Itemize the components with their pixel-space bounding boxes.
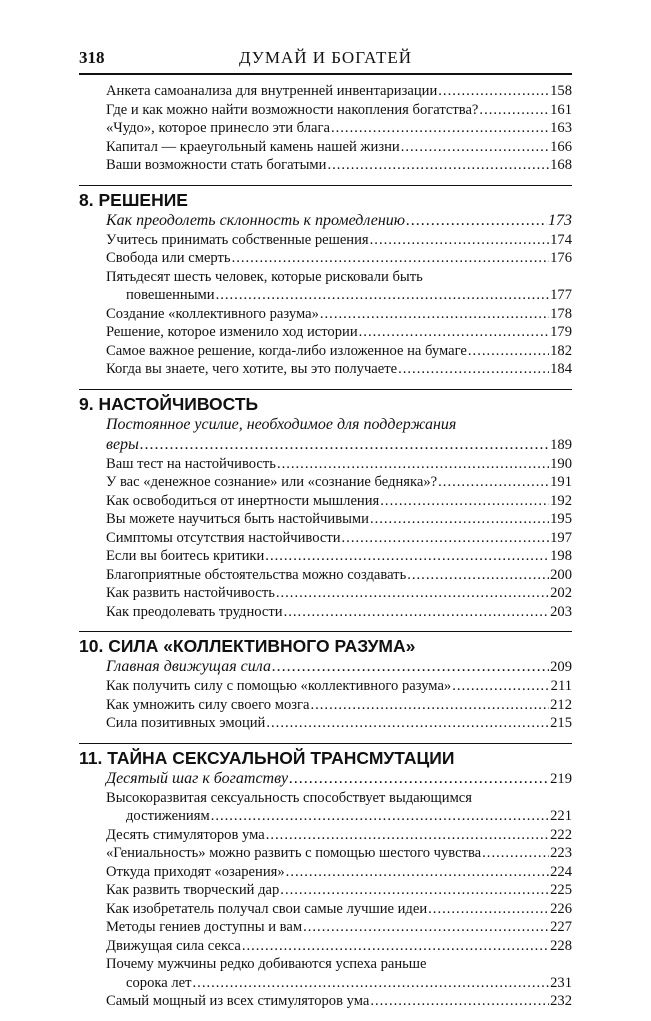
dot-leader bbox=[276, 584, 549, 603]
toc-entry-title: Как развить настойчивость bbox=[106, 585, 275, 601]
chapter-subtitle[interactable] bbox=[106, 415, 572, 455]
toc-entry-title: Когда вы знаете, чего хотите, вы это получаете bbox=[106, 361, 398, 377]
toc-entry-title: Где и как можно найти возможности накопления богатства? bbox=[106, 101, 479, 118]
toc-entry[interactable] bbox=[106, 918, 572, 937]
toc-entry[interactable] bbox=[106, 455, 572, 474]
page-number: 318 bbox=[79, 48, 105, 67]
toc-entry[interactable] bbox=[106, 566, 572, 585]
toc-entry-title: Если вы боитесь критики bbox=[106, 548, 265, 564]
toc-entry-page: 182 bbox=[550, 342, 572, 359]
toc-entry-page: 225 bbox=[550, 882, 572, 898]
toc-entry[interactable] bbox=[106, 789, 572, 826]
toc-entry-page: 179 bbox=[550, 324, 572, 340]
dot-leader bbox=[266, 714, 549, 733]
toc-entry[interactable] bbox=[106, 82, 572, 101]
toc-entry[interactable] bbox=[106, 900, 572, 919]
toc-entry-title: Капитал — краеугольный камень нашей жизни bbox=[106, 138, 400, 155]
toc-entry[interactable] bbox=[106, 603, 572, 622]
toc-entry-page: 184 bbox=[550, 361, 572, 377]
toc-entry-page: 163 bbox=[550, 120, 572, 136]
toc-entry-title: Главная движущая сила bbox=[106, 658, 271, 675]
chapter-number: 8. bbox=[79, 189, 94, 210]
dot-leader bbox=[320, 305, 549, 324]
dot-leader bbox=[398, 360, 549, 379]
toc-entry[interactable] bbox=[106, 955, 572, 992]
toc-entry-title-line1: Пятьдесят шесть человек, которые рисковали быть bbox=[106, 268, 423, 285]
dot-leader bbox=[289, 769, 549, 789]
toc-entry-page: 202 bbox=[550, 585, 572, 601]
dot-leader bbox=[193, 974, 550, 993]
dot-leader bbox=[280, 881, 549, 900]
toc-entry-title: Симптомы отсутствия настойчивости bbox=[106, 529, 341, 546]
toc-entry-title: Свобода или смерть bbox=[106, 250, 231, 266]
toc-entry-page: 173 bbox=[548, 211, 572, 229]
toc-entry[interactable] bbox=[106, 231, 572, 250]
dot-leader bbox=[380, 492, 549, 511]
toc-entry[interactable] bbox=[106, 714, 572, 733]
toc-entry-title: Как изобретатель получал свои самые лучшие идеи bbox=[106, 900, 428, 917]
dot-leader bbox=[370, 510, 549, 529]
toc-entry[interactable] bbox=[106, 268, 572, 305]
chapter-number: 10. bbox=[79, 636, 104, 656]
toc-entry-page: 224 bbox=[550, 863, 572, 880]
page-header bbox=[79, 45, 572, 75]
dot-leader bbox=[140, 435, 549, 455]
dot-leader bbox=[479, 101, 549, 120]
dot-leader bbox=[438, 473, 549, 492]
chapter-title: СИЛА «КОЛЛЕКТИВНОГО РАЗУМА» bbox=[108, 636, 416, 656]
toc-entry-title: Движущая сила секса bbox=[106, 937, 241, 954]
toc-entry-page: 223 bbox=[550, 845, 572, 861]
dot-leader bbox=[482, 844, 549, 863]
chapter-10 bbox=[79, 631, 572, 733]
dot-leader bbox=[428, 900, 549, 919]
toc-entry-page: 231 bbox=[550, 974, 572, 991]
intro-entries bbox=[79, 82, 572, 175]
toc-entry-page: 177 bbox=[550, 287, 572, 303]
running-title: ДУМАЙ И БОГАТЕЙ bbox=[238, 48, 412, 67]
toc-entry-page: 215 bbox=[550, 715, 572, 731]
dot-leader bbox=[284, 603, 550, 622]
toc-entry-title: Как преодолевать трудности bbox=[106, 603, 283, 620]
toc-entry-page: 212 bbox=[550, 696, 572, 713]
toc-entry-page: 161 bbox=[550, 101, 572, 118]
toc-entry[interactable] bbox=[106, 492, 572, 511]
toc-entry-title: «Гениальность» можно развить с помощью шестого чувства bbox=[106, 845, 482, 861]
chapter-8 bbox=[79, 185, 572, 379]
dot-leader bbox=[211, 807, 549, 826]
toc-entry-title: Создание «коллективного разума» bbox=[106, 305, 319, 322]
chapter-9 bbox=[79, 389, 572, 622]
toc-entry-page: 226 bbox=[550, 900, 572, 917]
chapter-heading[interactable] bbox=[79, 635, 572, 657]
toc-entry-page: 189 bbox=[550, 436, 572, 453]
chapter-heading[interactable] bbox=[79, 189, 572, 211]
chapter-11 bbox=[79, 743, 572, 1011]
dot-leader bbox=[331, 119, 549, 138]
toc-entry-title: Как получить силу с помощью «коллективного разума» bbox=[106, 678, 452, 694]
toc-entry-page: 197 bbox=[550, 529, 572, 546]
toc-entry-page: 209 bbox=[550, 659, 572, 675]
dot-leader bbox=[242, 937, 549, 956]
dot-leader bbox=[216, 286, 550, 305]
toc-entry-title: Как преодолеть склонность к промедлению bbox=[106, 211, 406, 229]
dot-leader bbox=[359, 323, 549, 342]
chapter-title: ТАЙНА СЕКСУАЛЬНОЙ ТРАНСМУТАЦИИ bbox=[107, 747, 455, 768]
toc-entry-title: Методы гениев доступны и вам bbox=[106, 919, 303, 935]
toc-entry[interactable] bbox=[106, 510, 572, 529]
chapter-subtitle[interactable] bbox=[106, 657, 572, 677]
dot-leader bbox=[438, 82, 549, 101]
toc-entry-page: 168 bbox=[550, 157, 572, 173]
dot-leader bbox=[370, 231, 549, 250]
toc-entry[interactable] bbox=[106, 863, 572, 882]
toc-entry[interactable] bbox=[106, 119, 572, 138]
toc-entry-title: повешенными bbox=[126, 287, 215, 303]
table-of-contents bbox=[79, 82, 572, 1021]
toc-entry[interactable] bbox=[106, 547, 572, 566]
toc-entry[interactable] bbox=[106, 826, 572, 845]
toc-entry-title: достижениям bbox=[126, 808, 210, 824]
toc-entry-title: Сила позитивных эмоций bbox=[106, 715, 266, 731]
toc-entry-page: 227 bbox=[550, 919, 572, 935]
dot-leader bbox=[468, 342, 549, 361]
toc-entry[interactable] bbox=[106, 992, 572, 1011]
chapter-subtitle[interactable] bbox=[106, 211, 572, 231]
dot-leader bbox=[401, 138, 549, 157]
dot-leader bbox=[327, 156, 549, 175]
toc-entry-title: Откуда приходят «озарения» bbox=[106, 863, 285, 880]
chapter-heading[interactable] bbox=[79, 393, 572, 415]
dot-leader bbox=[265, 547, 549, 566]
toc-entry-page: 178 bbox=[550, 305, 572, 322]
toc-entry-title: веры bbox=[106, 435, 139, 453]
dot-leader bbox=[407, 566, 549, 585]
toc-entry-page: 198 bbox=[550, 548, 572, 564]
toc-entry-page: 174 bbox=[550, 231, 572, 248]
toc-entry-title: Благоприятные обстоятельства можно создавать bbox=[106, 566, 407, 583]
toc-entry[interactable] bbox=[106, 844, 572, 863]
toc-entry-title-line1: Высокоразвитая сексуальность способствует выдающимся bbox=[106, 789, 472, 806]
dot-leader bbox=[266, 826, 549, 845]
toc-entry-page: 221 bbox=[550, 808, 572, 824]
chapter-heading[interactable] bbox=[79, 747, 572, 769]
toc-entry-page: 158 bbox=[550, 83, 572, 99]
chapter-subtitle[interactable] bbox=[106, 769, 572, 789]
chapter-number: 9. bbox=[79, 393, 94, 414]
toc-entry-page: 195 bbox=[550, 511, 572, 527]
toc-entry-page: 200 bbox=[550, 566, 572, 583]
toc-entry-page: 190 bbox=[550, 455, 572, 472]
dot-leader bbox=[303, 918, 549, 937]
toc-entry-title: «Чудо», которое принесло эти блага bbox=[106, 120, 330, 136]
toc-entry[interactable] bbox=[106, 937, 572, 956]
dot-leader bbox=[232, 249, 550, 268]
dot-leader bbox=[406, 211, 547, 231]
toc-entry[interactable] bbox=[106, 342, 572, 361]
chapter-title: РЕШЕНИЕ bbox=[98, 189, 188, 210]
toc-entry-page: 176 bbox=[550, 250, 572, 266]
toc-entry-title: Как освободиться от инертности мышления bbox=[106, 492, 380, 509]
dot-leader bbox=[342, 529, 550, 548]
toc-entry-page: 232 bbox=[550, 993, 572, 1009]
toc-entry-title: Как умножить силу своего мозга bbox=[106, 696, 310, 713]
toc-entry-page: 191 bbox=[550, 474, 572, 490]
toc-entry[interactable] bbox=[106, 305, 572, 324]
toc-entry[interactable] bbox=[106, 323, 572, 342]
dot-leader bbox=[452, 677, 549, 696]
toc-entry[interactable] bbox=[106, 156, 572, 175]
toc-entry[interactable] bbox=[106, 881, 572, 900]
toc-entry[interactable] bbox=[106, 138, 572, 157]
toc-entry[interactable] bbox=[106, 249, 572, 268]
toc-entry-title: Самое важное решение, когда-либо изложенное на бумаге bbox=[106, 342, 467, 359]
dot-leader bbox=[277, 455, 549, 474]
toc-entry-title: Учитесь принимать собственные решения bbox=[106, 231, 369, 248]
toc-entry-title: Вы можете научиться быть настойчивыми bbox=[106, 511, 369, 527]
toc-entry[interactable] bbox=[106, 584, 572, 603]
toc-entry[interactable] bbox=[106, 360, 572, 379]
toc-entry-title: Самый мощный из всех стимуляторов ума bbox=[106, 993, 370, 1009]
dot-leader bbox=[310, 696, 549, 715]
chapter-number: 11. bbox=[79, 747, 103, 768]
toc-entry-page: 211 bbox=[550, 678, 572, 694]
toc-entry[interactable] bbox=[106, 677, 572, 696]
toc-entry-title-line1: Постоянное усилие, необходимое для поддержания bbox=[106, 415, 457, 433]
toc-entry[interactable] bbox=[106, 529, 572, 548]
toc-entry-title: Анкета самоанализа для внутренней инвентаризации bbox=[106, 83, 438, 99]
toc-entry[interactable] bbox=[106, 101, 572, 120]
toc-entry-title: сорока лет bbox=[126, 974, 192, 991]
toc-entry-page: 192 bbox=[550, 492, 572, 509]
toc-entry-page: 222 bbox=[550, 826, 572, 843]
toc-entry-title: У вас «денежное сознание» или «сознание бедняка»? bbox=[106, 474, 438, 490]
toc-entry-title: Ваш тест на настойчивость bbox=[106, 455, 276, 472]
toc-entry-page: 228 bbox=[550, 937, 572, 954]
toc-entry-page: 203 bbox=[550, 603, 572, 620]
toc-entry[interactable] bbox=[106, 473, 572, 492]
toc-entry-title: Десять стимуляторов ума bbox=[106, 826, 265, 843]
toc-entry[interactable] bbox=[106, 696, 572, 715]
toc-entry-page: 219 bbox=[550, 770, 572, 787]
toc-entry-page: 166 bbox=[550, 138, 572, 155]
dot-leader bbox=[370, 992, 549, 1011]
chapter-title: НАСТОЙЧИВОСТЬ bbox=[98, 393, 259, 414]
toc-entry-title-line1: Почему мужчины редко добиваются успеха раньше bbox=[106, 956, 427, 972]
toc-entry-title: Как развить творческий дар bbox=[106, 882, 280, 898]
toc-entry-title: Ваши возможности стать богатыми bbox=[106, 157, 327, 173]
dot-leader bbox=[272, 657, 549, 677]
toc-entry-title: Десятый шаг к богатству bbox=[106, 769, 289, 787]
toc-entry-title: Решение, которое изменило ход истории bbox=[106, 324, 358, 340]
dot-leader bbox=[286, 863, 549, 882]
